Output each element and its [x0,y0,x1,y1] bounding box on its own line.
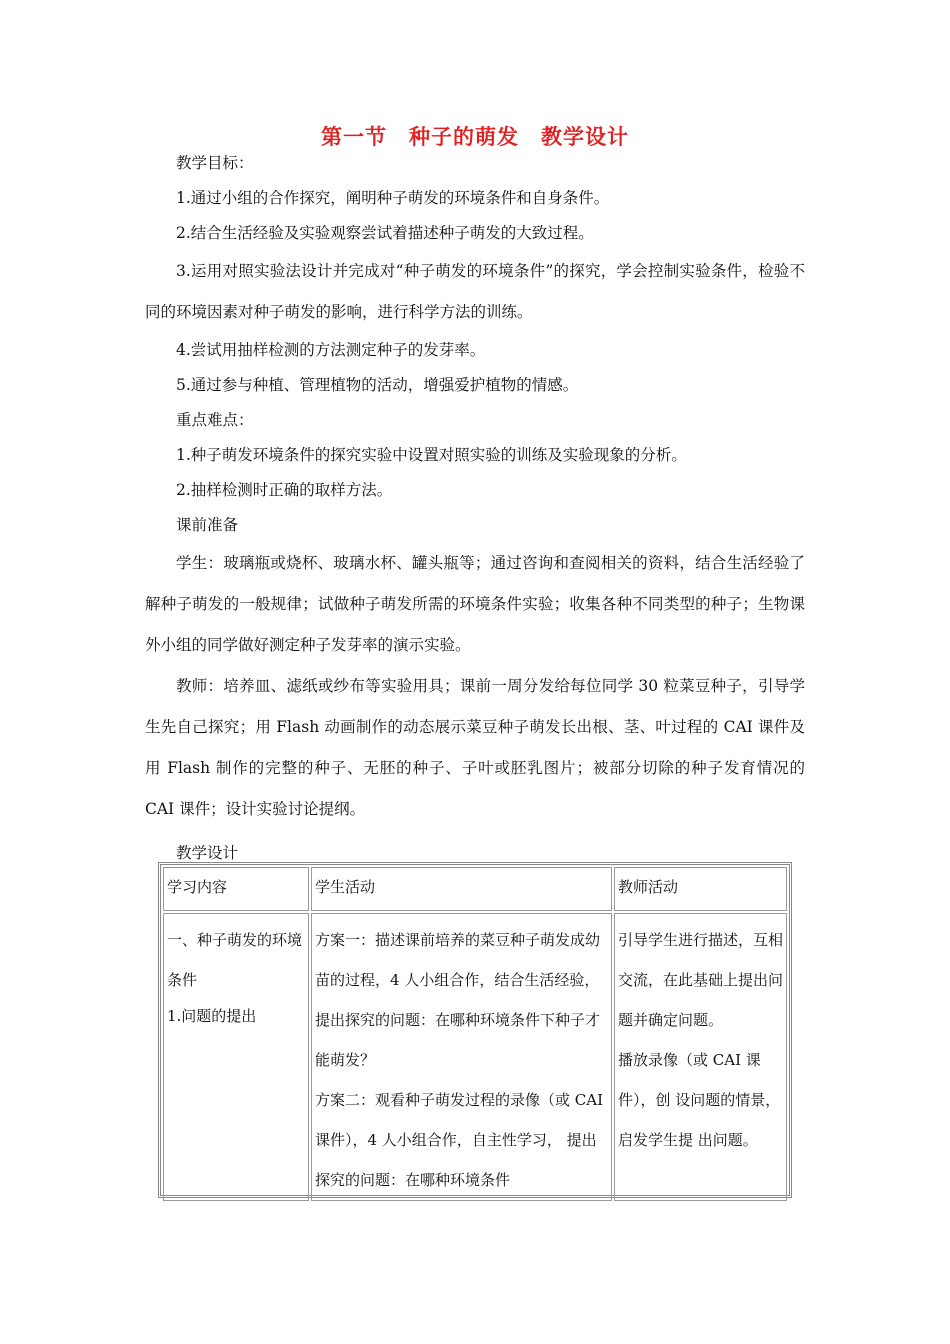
table-row [163,913,787,1201]
key-points-heading: 重点难点： [176,411,254,429]
content-subtopic: 1.问题的提出 [167,1007,257,1025]
objective-item: 3.运用对照实验法设计并完成对“种子萌发的环境条件”的探究，学会控制实验条件，检验不同的环境因素对种子萌发的影响，进行科学方法的训练。 [145,262,805,321]
objective-item: 5.通过参与种植、管理植物的活动，增强爱护植物的情感。 [176,376,579,394]
table-cell-content [163,913,309,1201]
table-header-row [163,867,787,911]
teacher-activity-1: 引导学生进行描述，互相交流，在此基础上提出问题并确定问题。 [618,931,784,1029]
document-body [145,146,805,871]
page-title: 第一节 种子的萌发 教学设计 [321,125,629,149]
column-header: 学习内容 [163,867,309,911]
student-plan-2: 方案二：观看种子萌发过程的录像（或 CAI 课件），4 人小组合作，自主性学习， 提出探究的问题：在哪种环境条件 [315,1091,604,1189]
column-header: 学生活动 [311,867,612,911]
objective-item: 1.通过小组的合作探究，阐明种子萌发的环境条件和自身条件。 [176,189,610,207]
objective-item: 2.结合生活经验及实验观察尝试着描述种子萌发的大致过程。 [176,224,594,242]
design-table [158,862,792,1198]
teacher-prep: 教师：培养皿、滤纸或纱布等实验用具；课前一周分发给每位同学 30 粒菜豆种子，引导学生先自己探究；用 Flash 动画制作的动态展示菜豆种子萌发长出根、茎、叶过程的 CAI 课件及用 Flash 制作的完整的种子、无胚的种子、子叶或胚乳图片；被部分切除的种子发育情况的 CAI 课件；设计实验讨论提纲。 [145,677,805,818]
objectives-heading: 教学目标： [176,154,254,172]
prep-heading: 课前准备 [176,516,239,534]
table-cell-student [311,913,612,1201]
student-plan-1: 方案一：描述课前培养的菜豆种子萌发成幼苗的过程，4 人小组合作，结合生活经验，提出探究的问题：在哪种环境条件下种子才能萌发？ [315,931,601,1069]
teacher-activity-2: 播放录像（或 CAI 课件），创 设问题的情景，启发学生提 出问题。 [618,1051,781,1149]
key-point-item: 1.种子萌发环境条件的探究实验中设置对照实验的训练及实验现象的分析。 [176,446,687,464]
column-header: 教师活动 [614,867,787,911]
content-topic: 一、种子萌发的环境条件 [167,931,303,989]
objective-item: 4.尝试用抽样检测的方法测定种子的发芽率。 [176,341,486,359]
key-point-item: 2.抽样检测时正确的取样方法。 [176,481,393,499]
table-cell-teacher [614,913,787,1201]
students-prep: 学生：玻璃瓶或烧杯、玻璃水杯、罐头瓶等；通过咨询和查阅相关的资料，结合生活经验了解种子萌发的一般规律；试做种子萌发所需的环境条件实验；收集各种不同类型的种子；生物课外小组的同学做好测定种子发芽率的演示实验。 [145,554,805,654]
design-heading: 教学设计 [176,844,239,862]
